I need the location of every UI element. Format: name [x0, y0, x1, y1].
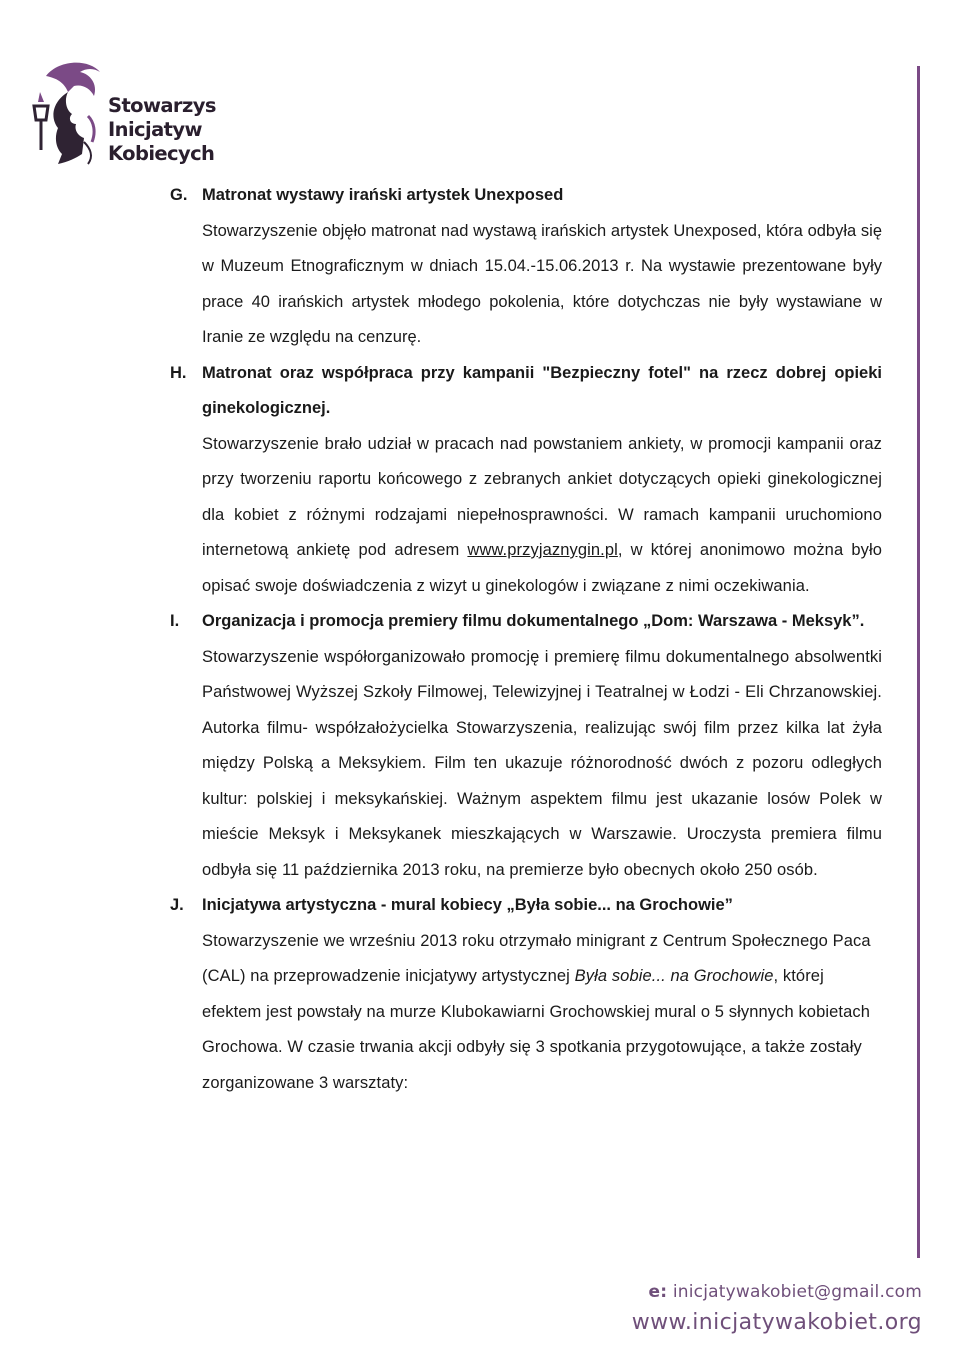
section-j-title: Inicjatywa artystyczna - mural kobiecy „Była sobie... na Grochowie” [202, 896, 733, 914]
section-g-letter: G. [170, 186, 188, 204]
section-h-text-before-link: Stowarzyszenie brało udział w pracach nad powstaniem ankiety, w promocji kampanii oraz przy tworzeniu raportu końcowego z zebranych ankiet dotyczących opieki ginekologicznej dla kobiet z różnymi rodzajami niepełnosprawności. W ramach kampanii uruchomiono internetową ankietę pod adresem [202, 434, 882, 559]
logo-line-2: Inicjatyw [108, 118, 202, 141]
section-i-title: Organizacja i promocja premiery filmu dokumentalnego „Dom: Warszawa - Meksyk”. [202, 612, 865, 630]
section-g-heading [166, 178, 882, 214]
section-i-heading [166, 604, 882, 640]
survey-link[interactable]: www.przyjaznygin.pl [467, 541, 618, 559]
footer-email-address[interactable]: inicjatywakobiet@gmail.com [672, 1282, 922, 1302]
section-h-paragraph [166, 427, 882, 605]
section-g-title: Matronat wystawy irański artystek Unexposed [202, 186, 564, 204]
section-h-heading [166, 356, 882, 427]
section-j-letter: J. [170, 896, 184, 914]
section-h-title: Matronat oraz współpraca przy kampanii "Bezpieczny fotel" na rzecz dobrej opieki ginekologicznej. [202, 363, 882, 417]
footer-email [648, 1282, 922, 1302]
section-i-letter: I. [170, 612, 180, 630]
section-h-text-after-link: , w której anonimowo można było opisać swoje doświadczenia z wizyt u ginekologów i związane z nimi oczekiwania. [202, 541, 882, 595]
section-j-heading [166, 888, 882, 924]
logo-line-1: Stowarzys [108, 94, 216, 117]
section-j-paragraph [166, 924, 882, 1102]
mural-title-italic: Była sobie... na Grochowie [574, 967, 774, 985]
accent-vertical-line [917, 66, 920, 1258]
section-g-paragraph: Stowarzyszenie objęło matronat nad wystawą irańskich artystek Unexposed, która odbyła się w Muzeum Etnograficznym w dniach 15.04.-15.06.2013 r. Na wystawie prezentowane były prace 40 irańskich artystek młodego pokolenia, które dotychczas nie były wystawiane w Iranie ze względu na cenzurę. [202, 221, 882, 346]
section-i-paragraph: Stowarzyszenie współorganizowało promocję i premierę filmu dokumentalnego absolwentki Państwowej Wyższej Szkoły Filmowej, Telewizyjnej i Teatralnej w Łodzi - Eli Chrzanowskiej. Autorka filmu- współzałożycielka Stowarzyszenia, realizując swój film przez kilka lat żyła między Polską a Meksykiem. Film ten ukazuje różnorodność dwóch z pozoru odległych kultur: polskiej i meksykańskiej. Ważnym aspektem filmu jest ukazanie losów Polek w mieście Meksyk i Meksykanek mieszkających w Warszawie. Uroczysta premiera filmu odbyła się 11 października 2013 roku, na premierze było obecnych około 250 osób. [202, 647, 882, 879]
footer-email-prefix: e: [648, 1282, 668, 1302]
logo-text [108, 94, 216, 166]
section-h-letter: H. [170, 363, 187, 382]
logo-line-3: Kobiecych [108, 142, 215, 165]
woman-profile-logo-icon [28, 58, 108, 168]
section-j-text-before-italic: Stowarzyszenie we wrześniu 2013 roku otrzymało minigrant z Centrum Społecznego Paca (CAL) na przeprowadzenie inicjatywy artystycznej [202, 931, 871, 985]
footer-website[interactable]: www.inicjatywakobiet.org [631, 1310, 922, 1335]
section-j-text-after-italic: , której efektem jest powstały na murze Klubokawiarni Grochowskiej mural o 5 słynnych kobietach Grochowa. W czasie trwania akcji odbyły się 3 spotkania przygotowujące, a także zostały zorganizowane 3 warsztaty: [202, 967, 870, 1092]
document-body [166, 178, 882, 1101]
